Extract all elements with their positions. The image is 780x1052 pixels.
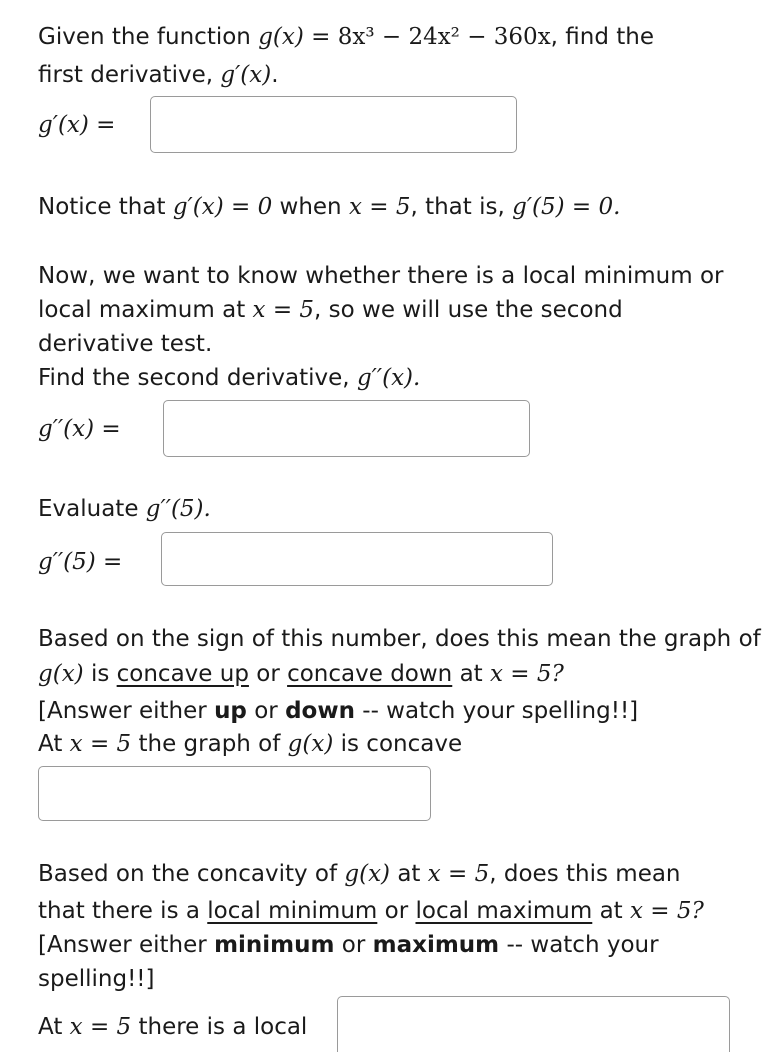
- q4-line4-mid: the graph of: [131, 731, 288, 757]
- notice-prefix: Notice that: [38, 194, 173, 220]
- q1-func-eq: = 8x³ − 24x² − 360x: [303, 24, 551, 50]
- q5-label-prefix: At: [38, 1014, 70, 1040]
- notice-mid: when: [272, 194, 349, 220]
- q4-line4: [38, 727, 462, 761]
- q2-line4-math: g′′(x).: [356, 365, 421, 391]
- q4-func: g(x): [38, 661, 84, 687]
- q5-line1: [38, 857, 681, 891]
- q4-hint: [38, 694, 638, 728]
- q1-func-lhs: g(x): [258, 24, 304, 50]
- q4-hint-open: [Answer either: [38, 698, 215, 724]
- q1-answer-input[interactable]: [150, 96, 517, 153]
- q2-line3: derivative test.: [38, 331, 213, 357]
- q5-or: or: [377, 898, 416, 924]
- q5-hint: [38, 928, 659, 962]
- notice-line: [38, 190, 620, 224]
- q5-line1-math: x = 5: [427, 861, 490, 887]
- notice-mid2: , that is,: [410, 194, 513, 220]
- q4-or: or: [248, 661, 288, 687]
- q4-line4-prefix: At: [38, 731, 70, 757]
- q1-prompt-line1: [38, 20, 654, 54]
- q4-math-x: x = 5?: [490, 661, 564, 687]
- q2-line2-prefix: local maximum at: [38, 297, 253, 323]
- q2-answer-label: g′′(x) =: [38, 416, 121, 442]
- q2-line4-prefix: Find the second derivative,: [38, 365, 357, 391]
- q2-line2-math: x = 5: [252, 297, 315, 323]
- q4-answer-input[interactable]: [38, 766, 431, 821]
- q2-line4: [38, 361, 420, 395]
- q5-line2-prefix: that there is a: [38, 898, 208, 924]
- q4-option-concave-down: concave down: [287, 661, 453, 687]
- q1-deriv-label: g′(x): [220, 62, 272, 88]
- q3-answer-input[interactable]: [161, 532, 553, 586]
- q5-label: [38, 1010, 307, 1044]
- q5-hint-minimum: minimum: [214, 932, 335, 958]
- q3-answer-label: g′′(5) =: [38, 549, 123, 575]
- q4-hint-down: down: [285, 698, 355, 724]
- q5-hint-open: [Answer either: [38, 932, 215, 958]
- q4-at: at: [452, 661, 490, 687]
- notice-math3: g′(5) = 0.: [512, 194, 621, 220]
- notice-math1: g′(x) = 0: [172, 194, 273, 220]
- q5-option-local-maximum: local maximum: [415, 898, 593, 924]
- q1-prefix: Given the function: [38, 24, 259, 50]
- q4-is: is: [83, 661, 117, 687]
- q4-line2: [38, 657, 564, 691]
- q1-suffix: , find the: [550, 24, 655, 50]
- q4-line4-math: x = 5: [69, 731, 132, 757]
- q5-option-local-minimum: local minimum: [207, 898, 378, 924]
- q2-line2-suffix: , so we will use the second: [314, 297, 623, 323]
- q5-line2: [38, 894, 704, 928]
- q5-math-x: x = 5?: [630, 898, 704, 924]
- q2-answer-input[interactable]: [163, 400, 530, 457]
- q5-at: at: [592, 898, 631, 924]
- q4-line4-suffix: is concave: [333, 731, 463, 757]
- notice-math2: x = 5: [348, 194, 411, 220]
- q5-line4: spelling!!]: [38, 966, 155, 992]
- q3-prefix: Evaluate: [38, 496, 146, 522]
- q3-math: g′′(5).: [145, 496, 211, 522]
- q5-hint-maximum: maximum: [372, 932, 500, 958]
- q5-line1-at: at: [390, 861, 428, 887]
- q5-hint-or: or: [334, 932, 373, 958]
- q4-hint-up: up: [214, 698, 247, 724]
- q3-prompt: [38, 492, 211, 526]
- q5-hint-close: -- watch your: [499, 932, 659, 958]
- q5-line1-prefix: Based on the concavity of: [38, 861, 345, 887]
- q1-prompt-line2: [38, 58, 279, 92]
- q5-label-suffix: there is a local: [131, 1014, 308, 1040]
- q4-hint-close: -- watch your spelling!!]: [354, 698, 639, 724]
- q2-line1: Now, we want to know whether there is a local minimum or: [38, 263, 724, 289]
- q1-line2: first derivative,: [38, 62, 221, 88]
- q2-line2: [38, 293, 623, 327]
- q4-option-concave-up: concave up: [116, 661, 249, 687]
- q1-answer-label: g′(x) =: [38, 112, 116, 138]
- q5-line1-func: g(x): [344, 861, 391, 887]
- q5-line1-suffix: , does this mean: [489, 861, 681, 887]
- q4-line1: Based on the sign of this number, does this mean the graph of: [38, 626, 761, 652]
- q5-label-math: x = 5: [69, 1014, 132, 1040]
- q4-line4-func: g(x): [287, 731, 334, 757]
- q4-hint-or: or: [246, 698, 286, 724]
- q1-period: .: [271, 62, 279, 88]
